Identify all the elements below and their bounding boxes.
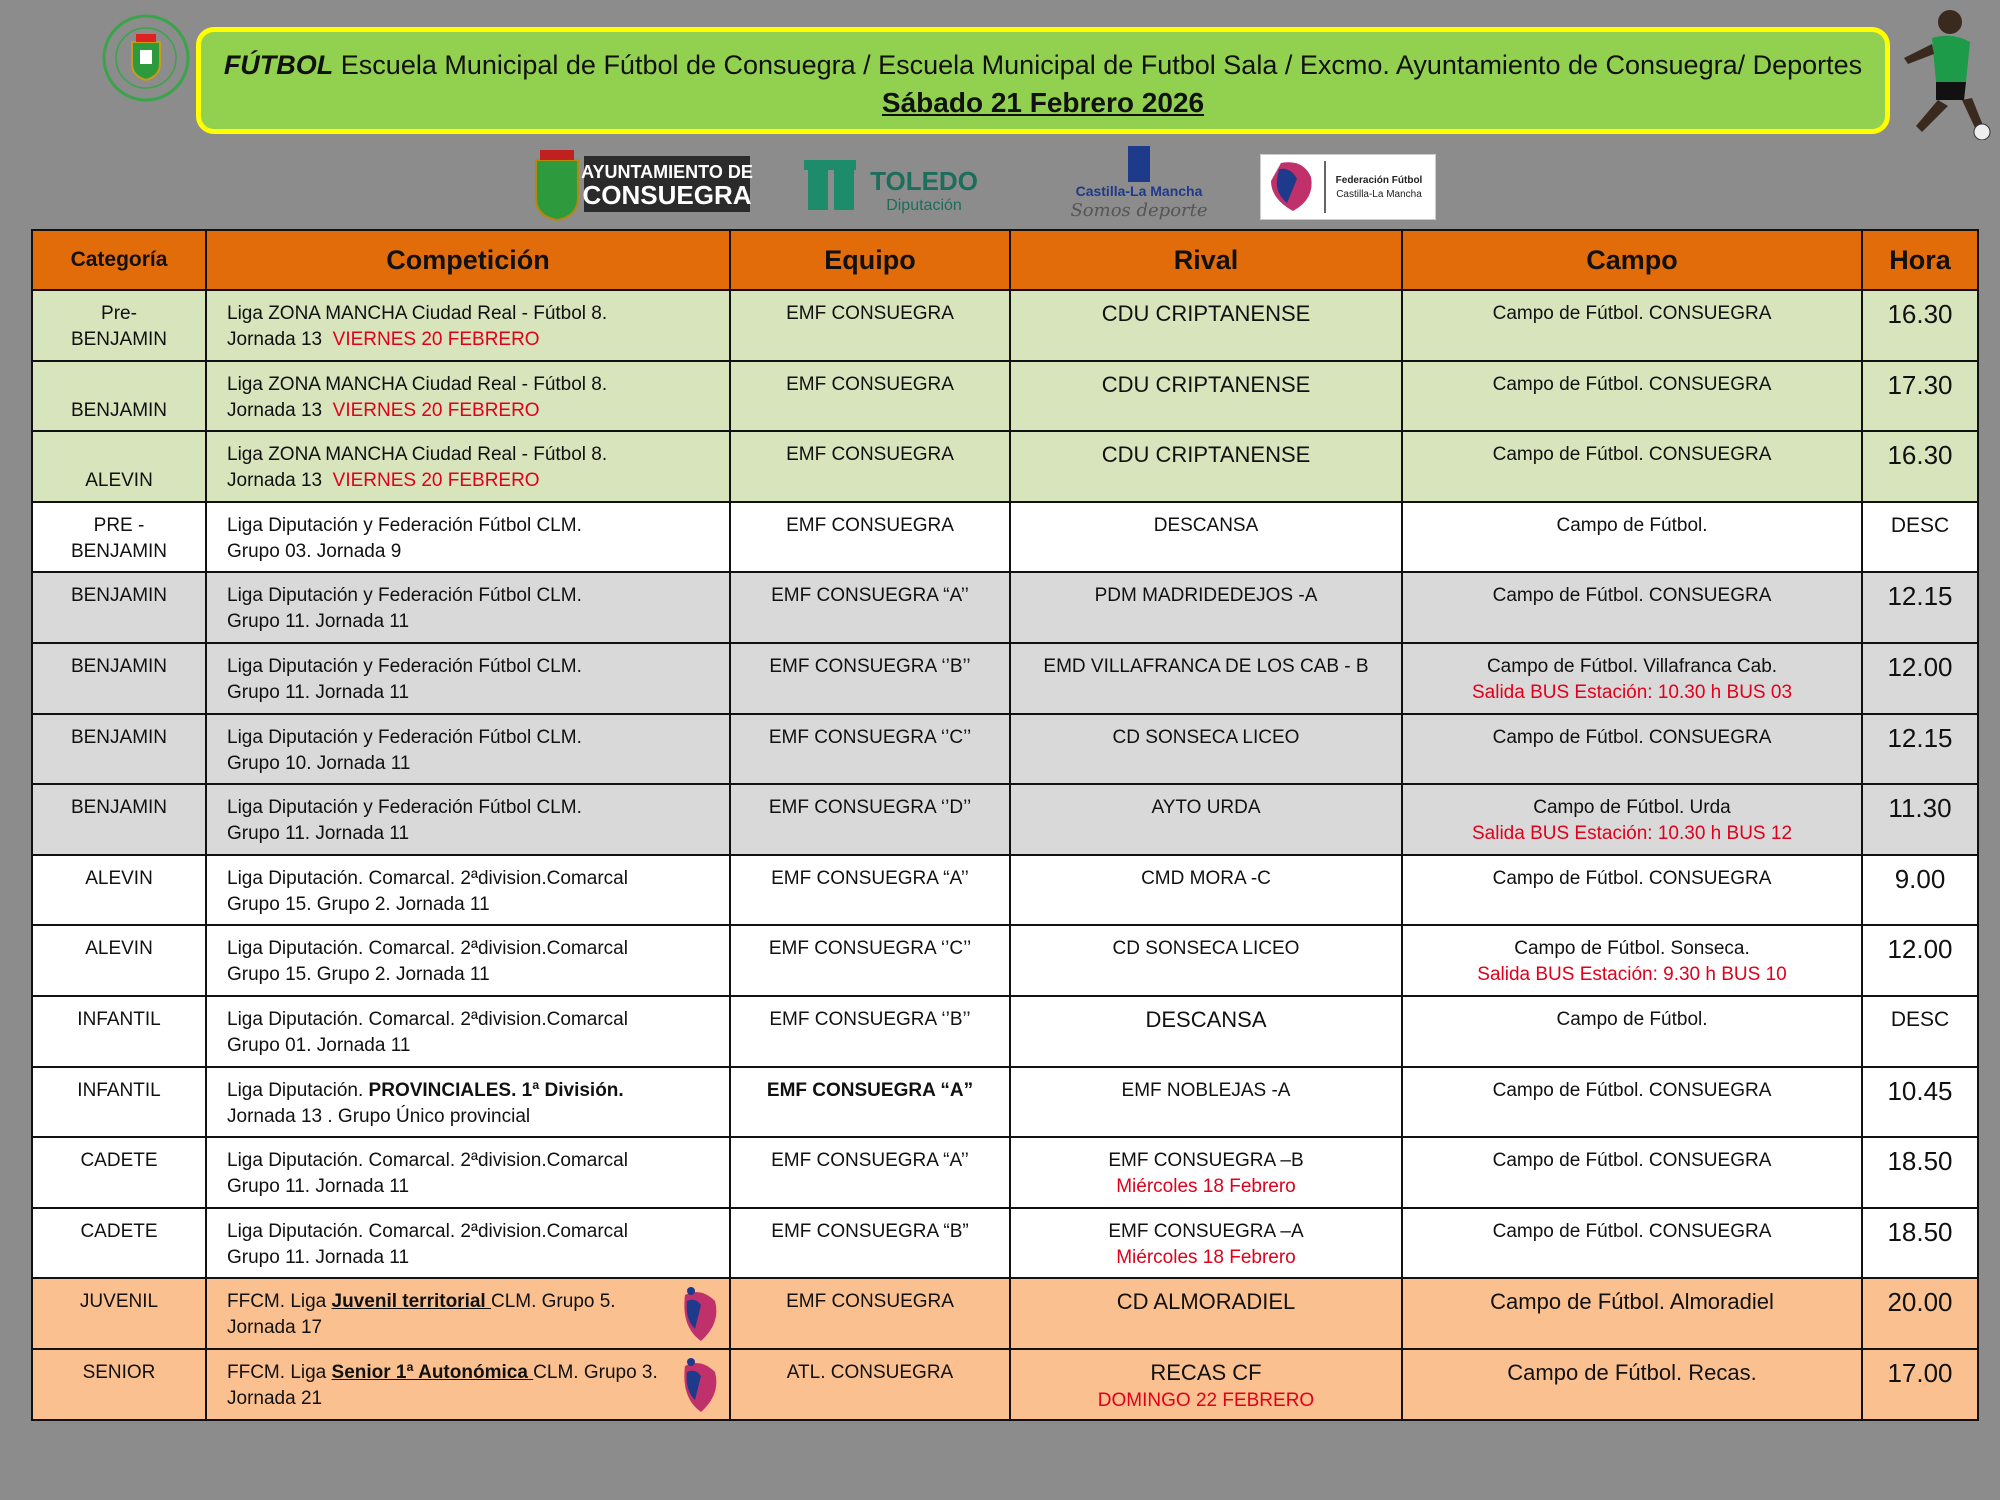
svg-text:Castilla-La Mancha: Castilla-La Mancha xyxy=(1336,189,1422,200)
cell-hora: 18.50 xyxy=(1862,1137,1978,1208)
cell-hora: 12.00 xyxy=(1862,643,1978,714)
table-row xyxy=(32,361,1978,432)
banner-date: Sábado 21 Febrero 2026 xyxy=(881,87,1205,118)
consuegra-school-crest xyxy=(96,12,196,104)
cell-categoria: ALEVIN xyxy=(32,855,206,926)
cell-equipo: EMF CONSUEGRA ‘’C’’ xyxy=(730,714,1010,785)
cell-categoria: INFANTIL xyxy=(32,996,206,1067)
competicion-note: VIERNES 20 FEBRERO xyxy=(332,329,540,350)
competicion-line2: Grupo 11. Jornada 11 xyxy=(227,823,410,845)
cell-hora: DESC xyxy=(1862,996,1978,1067)
table-row xyxy=(32,855,1978,926)
cell-rival: PDM MADRIDEDEJOS -A xyxy=(1010,572,1402,643)
cell-categoria xyxy=(32,502,206,573)
diputacion-toledo-logo xyxy=(804,146,984,222)
table-row xyxy=(32,714,1978,785)
categoria-line2: BENJAMIN xyxy=(70,329,168,350)
cell-competicion xyxy=(206,1208,730,1279)
cell-competicion xyxy=(206,502,730,573)
table-row xyxy=(32,572,1978,643)
competicion-line1: Liga Diputación y Federación Fútbol CLM. xyxy=(227,726,582,748)
cell-campo: Campo de Fútbol. xyxy=(1402,502,1862,573)
cell-equipo: EMF CONSUEGRA “A’’ xyxy=(730,572,1010,643)
cell-competicion xyxy=(206,643,730,714)
svg-text:Somos deporte: Somos deporte xyxy=(1070,200,1208,221)
cell-hora: 16.30 xyxy=(1862,431,1978,502)
cell-categoria xyxy=(32,431,206,502)
cell-campo: Campo de Fútbol. CONSUEGRA xyxy=(1402,855,1862,926)
cell-campo: Campo de Fútbol. Recas. xyxy=(1402,1349,1862,1420)
table-row xyxy=(32,925,1978,996)
competicion-line1: Liga Diputación y Federación Fútbol CLM. xyxy=(227,585,582,607)
cell-campo: Campo de Fútbol. CONSUEGRA xyxy=(1402,290,1862,361)
cell-equipo: EMF CONSUEGRA ‘’D’’ xyxy=(730,784,1010,855)
rival-name: EMF CONSUEGRA –A xyxy=(1108,1220,1304,1242)
cell-rival: EMF NOBLEJAS -A xyxy=(1010,1067,1402,1138)
cell-equipo: EMF CONSUEGRA xyxy=(730,290,1010,361)
col-header-campo: Campo xyxy=(1402,230,1862,290)
cell-categoria: BENJAMIN xyxy=(32,714,206,785)
col-header-equipo: Equipo xyxy=(730,230,1010,290)
competicion-line2: Grupo 03. Jornada 9 xyxy=(227,540,402,562)
cell-campo xyxy=(1402,784,1862,855)
categoria-line2: ALEVIN xyxy=(85,470,153,492)
cell-campo: Campo de Fútbol. CONSUEGRA xyxy=(1402,431,1862,502)
table-row xyxy=(32,1067,1978,1138)
cell-categoria: BENJAMIN xyxy=(32,572,206,643)
cell-campo: Campo de Fútbol. CONSUEGRA xyxy=(1402,1208,1862,1279)
cell-campo: Campo de Fútbol. xyxy=(1402,996,1862,1067)
football-player-icon xyxy=(1884,4,2000,140)
campo-bus-note: Salida BUS Estación: 10.30 h BUS 03 xyxy=(1471,681,1793,703)
cell-hora: 11.30 xyxy=(1862,784,1978,855)
competicion-line2: Jornada 13 xyxy=(227,399,323,421)
cell-equipo: EMF CONSUEGRA “A” xyxy=(730,1067,1010,1138)
rival-date-note: DOMINGO 22 FEBRERO xyxy=(1097,1389,1315,1411)
cell-competicion xyxy=(206,714,730,785)
cell-categoria xyxy=(32,361,206,432)
cell-campo: Campo de Fútbol. CONSUEGRA xyxy=(1402,572,1862,643)
categoria-line1: Pre- xyxy=(101,303,137,324)
competicion-line2: Grupo 11. Jornada 11 xyxy=(227,681,410,703)
competicion-note: VIERNES 20 FEBRERO xyxy=(332,399,540,421)
competicion-line1: Liga Diputación y Federación Fútbol CLM. xyxy=(227,655,582,677)
table-header-row xyxy=(32,230,1978,290)
cell-competicion xyxy=(206,784,730,855)
competicion-line2: Grupo 15. Grupo 2. Jornada 11 xyxy=(227,964,490,986)
competicion-note: VIERNES 20 FEBRERO xyxy=(332,470,540,492)
ayuntamiento-consuegra-logo xyxy=(532,146,756,222)
banner-subtitle: Escuela Municipal de Fútbol de Consuegra / Escuela Municipal de Futbol Sala / Excmo. Ayuntamiento de Consuegra/ Deportes xyxy=(333,50,1863,80)
col-header-rival: Rival xyxy=(1010,230,1402,290)
competicion-line1: Liga Diputación. xyxy=(227,1079,364,1101)
table-row xyxy=(32,431,1978,502)
cell-categoria: INFANTIL xyxy=(32,1067,206,1138)
cell-competicion xyxy=(206,290,730,361)
svg-text:CONSUEGRA: CONSUEGRA xyxy=(582,180,752,210)
cell-rival: CMD MORA -C xyxy=(1010,855,1402,926)
cell-rival: CDU CRIPTANENSE xyxy=(1010,431,1402,502)
table-row xyxy=(32,996,1978,1067)
cell-categoria: CADETE xyxy=(32,1208,206,1279)
cell-campo: Campo de Fútbol. CONSUEGRA xyxy=(1402,1067,1862,1138)
competicion-line2: Jornada 13 xyxy=(227,329,323,350)
cell-categoria: JUVENIL xyxy=(32,1278,206,1349)
col-header-hora: Hora xyxy=(1862,230,1978,290)
cell-equipo: EMF CONSUEGRA ‘’B’’ xyxy=(730,643,1010,714)
competicion-league: Senior 1ª Autonómica xyxy=(331,1361,534,1383)
cell-equipo: EMF CONSUEGRA xyxy=(730,361,1010,432)
cell-rival: CD SONSECA LICEO xyxy=(1010,925,1402,996)
cell-equipo: EMF CONSUEGRA xyxy=(730,502,1010,573)
svg-text:AYUNTAMIENTO DE: AYUNTAMIENTO DE xyxy=(581,162,753,182)
cell-competicion xyxy=(206,1067,730,1138)
table-row xyxy=(32,1208,1978,1279)
cell-rival: DESCANSA xyxy=(1010,996,1402,1067)
cell-equipo: EMF CONSUEGRA “A’’ xyxy=(730,1137,1010,1208)
campo-bus-note: Salida BUS Estación: 10.30 h BUS 12 xyxy=(1471,823,1793,845)
cell-competicion xyxy=(206,1137,730,1208)
cell-rival: CD SONSECA LICEO xyxy=(1010,714,1402,785)
table-row xyxy=(32,290,1978,361)
rival-date-note: Miércoles 18 Febrero xyxy=(1116,1176,1296,1198)
cell-equipo: EMF CONSUEGRA “B” xyxy=(730,1208,1010,1279)
federacion-futbol-clm-logo xyxy=(1260,154,1436,220)
cell-categoria: SENIOR xyxy=(32,1349,206,1420)
cell-rival: CDU CRIPTANENSE xyxy=(1010,361,1402,432)
svg-text:Federación Fútbol: Federación Fútbol xyxy=(1335,175,1423,186)
cell-rival: DESCANSA xyxy=(1010,502,1402,573)
banner-title xyxy=(201,50,1885,81)
title-banner xyxy=(196,27,1890,134)
cell-campo: Campo de Fútbol. CONSUEGRA xyxy=(1402,361,1862,432)
campo-name: Campo de Fútbol. Sonseca. xyxy=(1514,938,1750,960)
competicion-line1: Liga Diputación. Comarcal. 2ªdivision.Comarcal xyxy=(227,1150,628,1172)
cell-campo: Campo de Fútbol. CONSUEGRA xyxy=(1402,714,1862,785)
cell-hora: 9.00 xyxy=(1862,855,1978,926)
competicion-line2: Grupo 10. Jornada 11 xyxy=(227,752,411,774)
table-row xyxy=(32,1137,1978,1208)
competicion-line2: Jornada 21 xyxy=(227,1387,323,1409)
competicion-line1: Liga Diputación. Comarcal. 2ªdivision.Comarcal xyxy=(227,1008,628,1030)
cell-equipo: EMF CONSUEGRA ‘’C’’ xyxy=(730,925,1010,996)
competicion-league: Juvenil territorial xyxy=(331,1291,491,1313)
categoria-line1: PRE - xyxy=(93,514,145,536)
competicion-line2: Grupo 11. Jornada 11 xyxy=(227,1176,410,1198)
federation-badge-icon xyxy=(679,1354,723,1416)
cell-equipo: EMF CONSUEGRA xyxy=(730,1278,1010,1349)
cell-hora: 12.15 xyxy=(1862,572,1978,643)
cell-hora: 18.50 xyxy=(1862,1208,1978,1279)
cell-hora: 12.00 xyxy=(1862,925,1978,996)
table-row xyxy=(32,1349,1978,1420)
cell-categoria: ALEVIN xyxy=(32,925,206,996)
cell-hora: 10.45 xyxy=(1862,1067,1978,1138)
cell-equipo: ATL. CONSUEGRA xyxy=(730,1349,1010,1420)
cell-equipo: EMF CONSUEGRA xyxy=(730,431,1010,502)
competicion-line2: Jornada 17 xyxy=(227,1317,323,1339)
cell-categoria: BENJAMIN xyxy=(32,784,206,855)
competicion-line1: Liga ZONA MANCHA Ciudad Real - Fútbol 8. xyxy=(227,303,608,324)
cell-hora: DESC xyxy=(1862,502,1978,573)
cell-campo xyxy=(1402,643,1862,714)
competicion-line2: Grupo 15. Grupo 2. Jornada 11 xyxy=(227,893,490,915)
col-header-competicion: Competición xyxy=(206,230,730,290)
cell-equipo: EMF CONSUEGRA “A’’ xyxy=(730,855,1010,926)
competicion-group: CLM. Grupo 3. xyxy=(533,1361,658,1383)
campo-name: Campo de Fútbol. Villafranca Cab. xyxy=(1486,655,1778,677)
cell-hora: 12.15 xyxy=(1862,714,1978,785)
competicion-line2: Jornada 13 . Grupo Único provincial xyxy=(227,1105,531,1127)
cell-rival: EMD VILLAFRANCA DE LOS CAB - B xyxy=(1010,643,1402,714)
competicion-line1: Liga Diputación. Comarcal. 2ªdivision.Comarcal xyxy=(227,867,628,889)
rival-date-note: Miércoles 18 Febrero xyxy=(1116,1246,1296,1268)
svg-text:TOLEDO: TOLEDO xyxy=(870,166,978,196)
table-row xyxy=(32,1278,1978,1349)
cell-rival: AYTO URDA xyxy=(1010,784,1402,855)
cell-campo xyxy=(1402,925,1862,996)
cell-competicion xyxy=(206,572,730,643)
cell-competicion xyxy=(206,855,730,926)
cell-categoria xyxy=(32,290,206,361)
cell-rival: CDU CRIPTANENSE xyxy=(1010,290,1402,361)
competicion-line2: Grupo 01. Jornada 11 xyxy=(227,1034,411,1056)
svg-text:Castilla-La Mancha: Castilla-La Mancha xyxy=(1075,183,1203,199)
campo-bus-note: Salida BUS Estación: 9.30 h BUS 10 xyxy=(1477,964,1787,986)
competicion-line2: Grupo 11. Jornada 11 xyxy=(227,1246,410,1268)
cell-competicion xyxy=(206,1278,730,1349)
col-header-categoria: Categoría xyxy=(32,230,206,290)
cell-campo: Campo de Fútbol. Almoradiel xyxy=(1402,1278,1862,1349)
cell-competicion xyxy=(206,1349,730,1420)
banner-sport: FÚTBOL xyxy=(223,50,334,80)
cell-campo: Campo de Fútbol. CONSUEGRA xyxy=(1402,1137,1862,1208)
competicion-line1: Liga Diputación y Federación Fútbol CLM. xyxy=(227,514,582,536)
competicion-line1: Liga Diputación y Federación Fútbol CLM. xyxy=(227,797,582,819)
cell-competicion xyxy=(206,361,730,432)
cell-rival xyxy=(1010,1208,1402,1279)
competicion-line1: Liga ZONA MANCHA Ciudad Real - Fútbol 8. xyxy=(227,444,608,466)
competicion-prefix: FFCM. Liga xyxy=(227,1291,332,1313)
svg-text:Diputación: Diputación xyxy=(886,197,962,214)
competicion-line1: Liga Diputación. Comarcal. 2ªdivision.Comarcal xyxy=(227,1220,628,1242)
table-row xyxy=(32,502,1978,573)
campo-name: Campo de Fútbol. Urda xyxy=(1533,797,1731,819)
cell-competicion xyxy=(206,431,730,502)
cell-categoria: BENJAMIN xyxy=(32,643,206,714)
competicion-line1: Liga ZONA MANCHA Ciudad Real - Fútbol 8. xyxy=(227,373,608,395)
rival-name: EMF CONSUEGRA –B xyxy=(1108,1150,1304,1172)
categoria-line2: BENJAMIN xyxy=(70,399,168,421)
competicion-line1-bold: PROVINCIALES. 1ª División. xyxy=(368,1079,624,1101)
cell-hora: 16.30 xyxy=(1862,290,1978,361)
cell-equipo: EMF CONSUEGRA ‘’B’’ xyxy=(730,996,1010,1067)
cell-hora: 17.30 xyxy=(1862,361,1978,432)
cell-competicion xyxy=(206,925,730,996)
competicion-prefix: FFCM. Liga xyxy=(227,1361,332,1383)
cell-categoria: CADETE xyxy=(32,1137,206,1208)
schedule-table xyxy=(31,229,1979,1421)
competicion-line2: Grupo 11. Jornada 11 xyxy=(227,611,410,633)
categoria-line2: BENJAMIN xyxy=(70,540,168,562)
cell-rival xyxy=(1010,1349,1402,1420)
cell-hora: 20.00 xyxy=(1862,1278,1978,1349)
competicion-group: CLM. Grupo 5. xyxy=(490,1291,616,1313)
table-row xyxy=(32,784,1978,855)
table-row xyxy=(32,643,1978,714)
cell-competicion xyxy=(206,996,730,1067)
cell-rival xyxy=(1010,1137,1402,1208)
federation-badge-icon xyxy=(679,1283,723,1345)
rival-name: RECAS CF xyxy=(1150,1359,1262,1385)
cell-hora: 17.00 xyxy=(1862,1349,1978,1420)
cell-rival: CD ALMORADIEL xyxy=(1010,1278,1402,1349)
competicion-line1: Liga Diputación. Comarcal. 2ªdivision.Comarcal xyxy=(227,938,628,960)
competicion-line2: Jornada 13 xyxy=(227,470,323,492)
castilla-la-mancha-logo xyxy=(1044,146,1234,222)
